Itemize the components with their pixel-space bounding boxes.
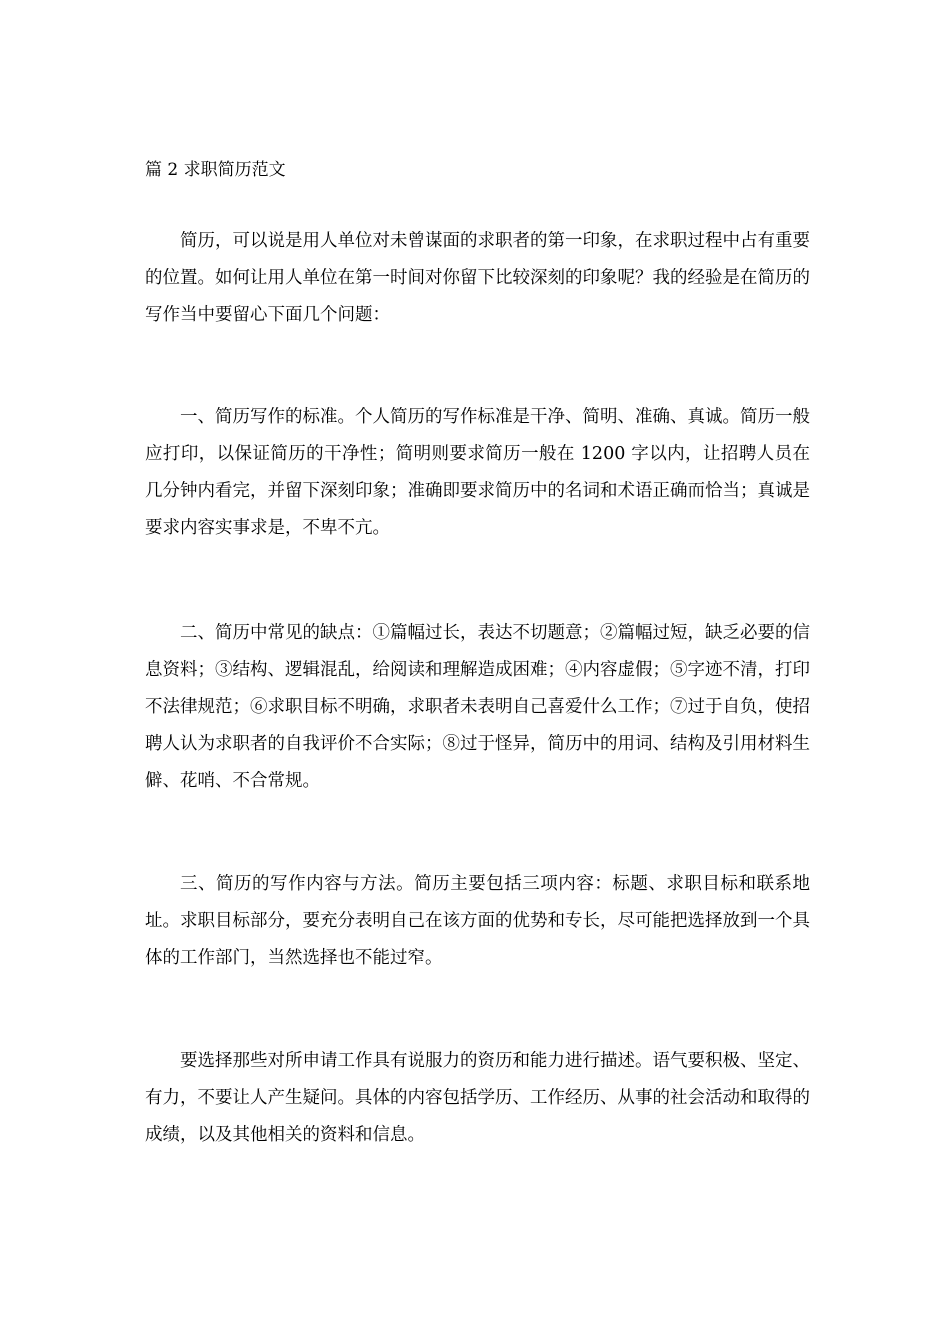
paragraph-writing-standards: 一、简历写作的标准。个人简历的写作标准是干净、简明、准确、真诚。简历一般应打印，以保证简历的干净性；简明则要求简历一般在 1200 字以内，让招聘人员在几分钟内看完，并留下深刻印象；准确即要求简历中的名词和术语正确而恰当；真诚是要求内容实事求是，不卑不亢。 [145, 407, 810, 538]
document-title: 篇 2 求职简历范文 [145, 160, 286, 180]
paragraph-intro: 简历，可以说是用人单位对未曾谋面的求职者的第一印象，在求职过程中占有重要的位置。如何让用人单位在第一时间对你留下比较深刻的印象呢？我的经验是在简历的写作当中要留心下面几个问题： [145, 231, 810, 325]
paragraph-common-flaws: 二、简历中常见的缺点：①篇幅过长，表达不切题意；②篇幅过短，缺乏必要的信息资料；③结构、逻辑混乱，给阅读和理解造成困难；④内容虚假；⑤字迹不清，打印不法律规范；⑥求职目标不明确，求职者未表明自己喜爱什么工作；⑦过于自负，使招聘人认为求职者的自我评价不合实际；⑧过于怪异，简历中的用词、结构及引用材料生僻、花哨、不合常规。 [145, 623, 810, 791]
paragraph-content-and-method: 三、简历的写作内容与方法。简历主要包括三项内容：标题、求职目标和联系地址。求职目标部分，要充分表明自己在该方面的优势和专长，尽可能把选择放到一个具体的工作部门，当然选择也不能过窄。 [145, 874, 810, 968]
paragraph-qualifications: 要选择那些对所申请工作具有说服力的资历和能力进行描述。语气要积极、坚定、有力，不要让人产生疑问。具体的内容包括学历、工作经历、从事的社会活动和取得的成绩，以及其他相关的资料和信息。 [145, 1051, 810, 1145]
